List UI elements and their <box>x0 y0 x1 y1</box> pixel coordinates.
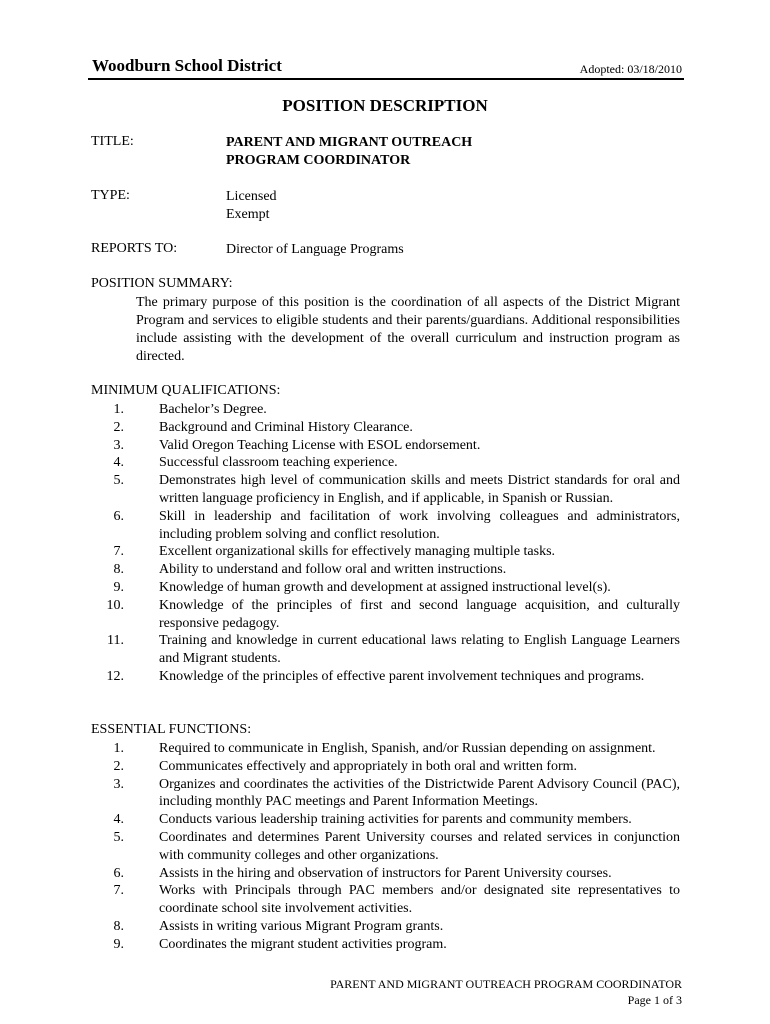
function-item-number: 4. <box>113 812 124 828</box>
document-header <box>88 54 684 80</box>
function-item <box>0 811 680 829</box>
qualification-item-text: Ability to understand and follow oral and written instructions. <box>159 562 507 578</box>
summary-text: The primary purpose of this position is the coordination of all aspects of the District Migrant Program and services to eligible students and their parents/guardians. Additional responsibilities include assisting with the development of the overall curriculum and instruction program as directed. <box>136 295 680 364</box>
qualification-item-number: 5. <box>113 473 124 489</box>
qualification-item-number: 3. <box>113 437 124 453</box>
document-title: POSITION DESCRIPTION <box>282 96 488 115</box>
qualification-item-number: 4. <box>113 455 124 471</box>
function-item-number: 3. <box>113 776 124 792</box>
adopted-date: Adopted: 03/18/2010 <box>579 62 682 76</box>
qualification-item <box>0 561 680 579</box>
qualification-item-text: Skill in leadership and facilitation of work involving colleagues and administrators, including problem solving and conflict resolution. <box>159 508 680 542</box>
qualification-item <box>0 579 680 597</box>
function-item-text: Required to communicate in English, Spanish, and/or Russian depending on assignment. <box>159 741 656 756</box>
type-value-line2: Exempt <box>226 207 270 222</box>
qualification-item-number: 2. <box>113 419 124 435</box>
function-item-text: Works with Principals through PAC members and/or designated site representatives to coordinate school site involvement activities. <box>159 883 680 917</box>
functions-heading: ESSENTIAL FUNCTIONS: <box>91 722 252 737</box>
qualification-item-number: 9. <box>113 579 124 595</box>
reports-to-label: REPORTS TO: <box>91 241 178 256</box>
qualification-item-text: Knowledge of human growth and development at assigned instructional level(s). <box>159 579 611 595</box>
qualifications-list <box>0 401 680 686</box>
qualification-item-text: Demonstrates high level of communication skills and meets District standards for oral and written language proficiency in English, and if applicable, in Spanish or Russian. <box>159 473 680 506</box>
qualification-item-number: 11. <box>107 633 124 649</box>
footer-title: PARENT AND MIGRANT OUTREACH PROGRAM COORDINATOR <box>330 977 682 991</box>
title-value-line1: PARENT AND MIGRANT OUTREACH <box>226 135 473 150</box>
qualification-item-text: Knowledge of the principles of first and second language acquisition, and culturally responsive pedagogy. <box>159 597 680 631</box>
qualification-item-number: 7. <box>113 544 124 560</box>
function-item-number: 7. <box>113 883 124 899</box>
function-item-number: 9. <box>113 936 124 952</box>
title-label: TITLE: <box>91 134 134 149</box>
function-item-text: Assists in writing various Migrant Program grants. <box>159 918 444 934</box>
function-item-text: Communicates effectively and appropriately in both oral and written form. <box>159 758 578 774</box>
qualification-item <box>0 543 680 561</box>
function-item-number: 1. <box>113 741 124 756</box>
qualification-item-number: 6. <box>113 508 124 524</box>
qualification-item-text: Bachelor’s Degree. <box>159 402 267 417</box>
function-item <box>0 865 680 883</box>
function-item-text: Assists in the hiring and observation of instructors for Parent University courses. <box>159 865 612 881</box>
qualification-item <box>0 668 680 686</box>
qualification-item-text: Valid Oregon Teaching License with ESOL endorsement. <box>159 437 481 453</box>
functions-list <box>0 740 680 954</box>
qualification-item-text: Background and Criminal History Clearance. <box>159 419 413 435</box>
summary-heading: POSITION SUMMARY: <box>91 276 233 291</box>
function-item <box>0 776 680 812</box>
type-value-line1: Licensed <box>226 189 277 204</box>
function-item-number: 2. <box>113 758 124 774</box>
qualification-item <box>0 508 680 544</box>
function-item-text: Coordinates the migrant student activities program. <box>159 936 447 952</box>
function-item <box>0 740 680 758</box>
qualifications-heading: MINIMUM QUALIFICATIONS: <box>91 383 281 398</box>
qualification-item-text: Training and knowledge in current educational laws relating to English Language Learners and Migrant students. <box>159 633 680 667</box>
qualification-item <box>0 437 680 455</box>
district-name: Woodburn School District <box>92 56 282 75</box>
type-label: TYPE: <box>91 188 130 203</box>
function-item <box>0 758 680 776</box>
function-item-text: Coordinates and determines Parent University courses and related services in conjunction with community colleges and other organizations. <box>159 829 680 863</box>
qualification-item-text: Excellent organizational skills for effectively managing multiple tasks. <box>159 544 556 560</box>
qualification-item <box>0 597 680 633</box>
qualification-item-number: 8. <box>113 562 124 578</box>
qualification-item <box>0 632 680 668</box>
function-item <box>0 829 680 865</box>
qualification-item <box>0 454 680 472</box>
footer-page-number: Page 1 of 3 <box>627 993 682 1007</box>
function-item <box>0 918 680 936</box>
function-item <box>0 936 680 954</box>
function-item <box>0 882 680 918</box>
qualification-item <box>0 419 680 437</box>
function-item-text: Organizes and coordinates the activities of the Districtwide Parent Advisory Council (PAC), including monthly PAC meetings and Parent Information Meetings. <box>159 776 680 810</box>
function-item-number: 8. <box>113 918 124 934</box>
function-item-text: Conducts various leadership training activities for parents and community members. <box>159 812 632 828</box>
qualification-item-number: 1. <box>113 402 124 417</box>
title-value-line2: PROGRAM COORDINATOR <box>226 153 411 168</box>
qualification-item-number: 10. <box>106 597 124 613</box>
function-item-number: 6. <box>113 865 124 881</box>
qualification-item-number: 12. <box>106 668 124 684</box>
qualification-item-text: Knowledge of the principles of effective parent involvement techniques and programs. <box>159 668 645 684</box>
qualification-item <box>0 472 680 508</box>
reports-to-value: Director of Language Programs <box>226 242 404 257</box>
qualification-item-text: Successful classroom teaching experience. <box>159 455 398 471</box>
qualification-item <box>0 401 680 419</box>
function-item-number: 5. <box>113 829 124 845</box>
